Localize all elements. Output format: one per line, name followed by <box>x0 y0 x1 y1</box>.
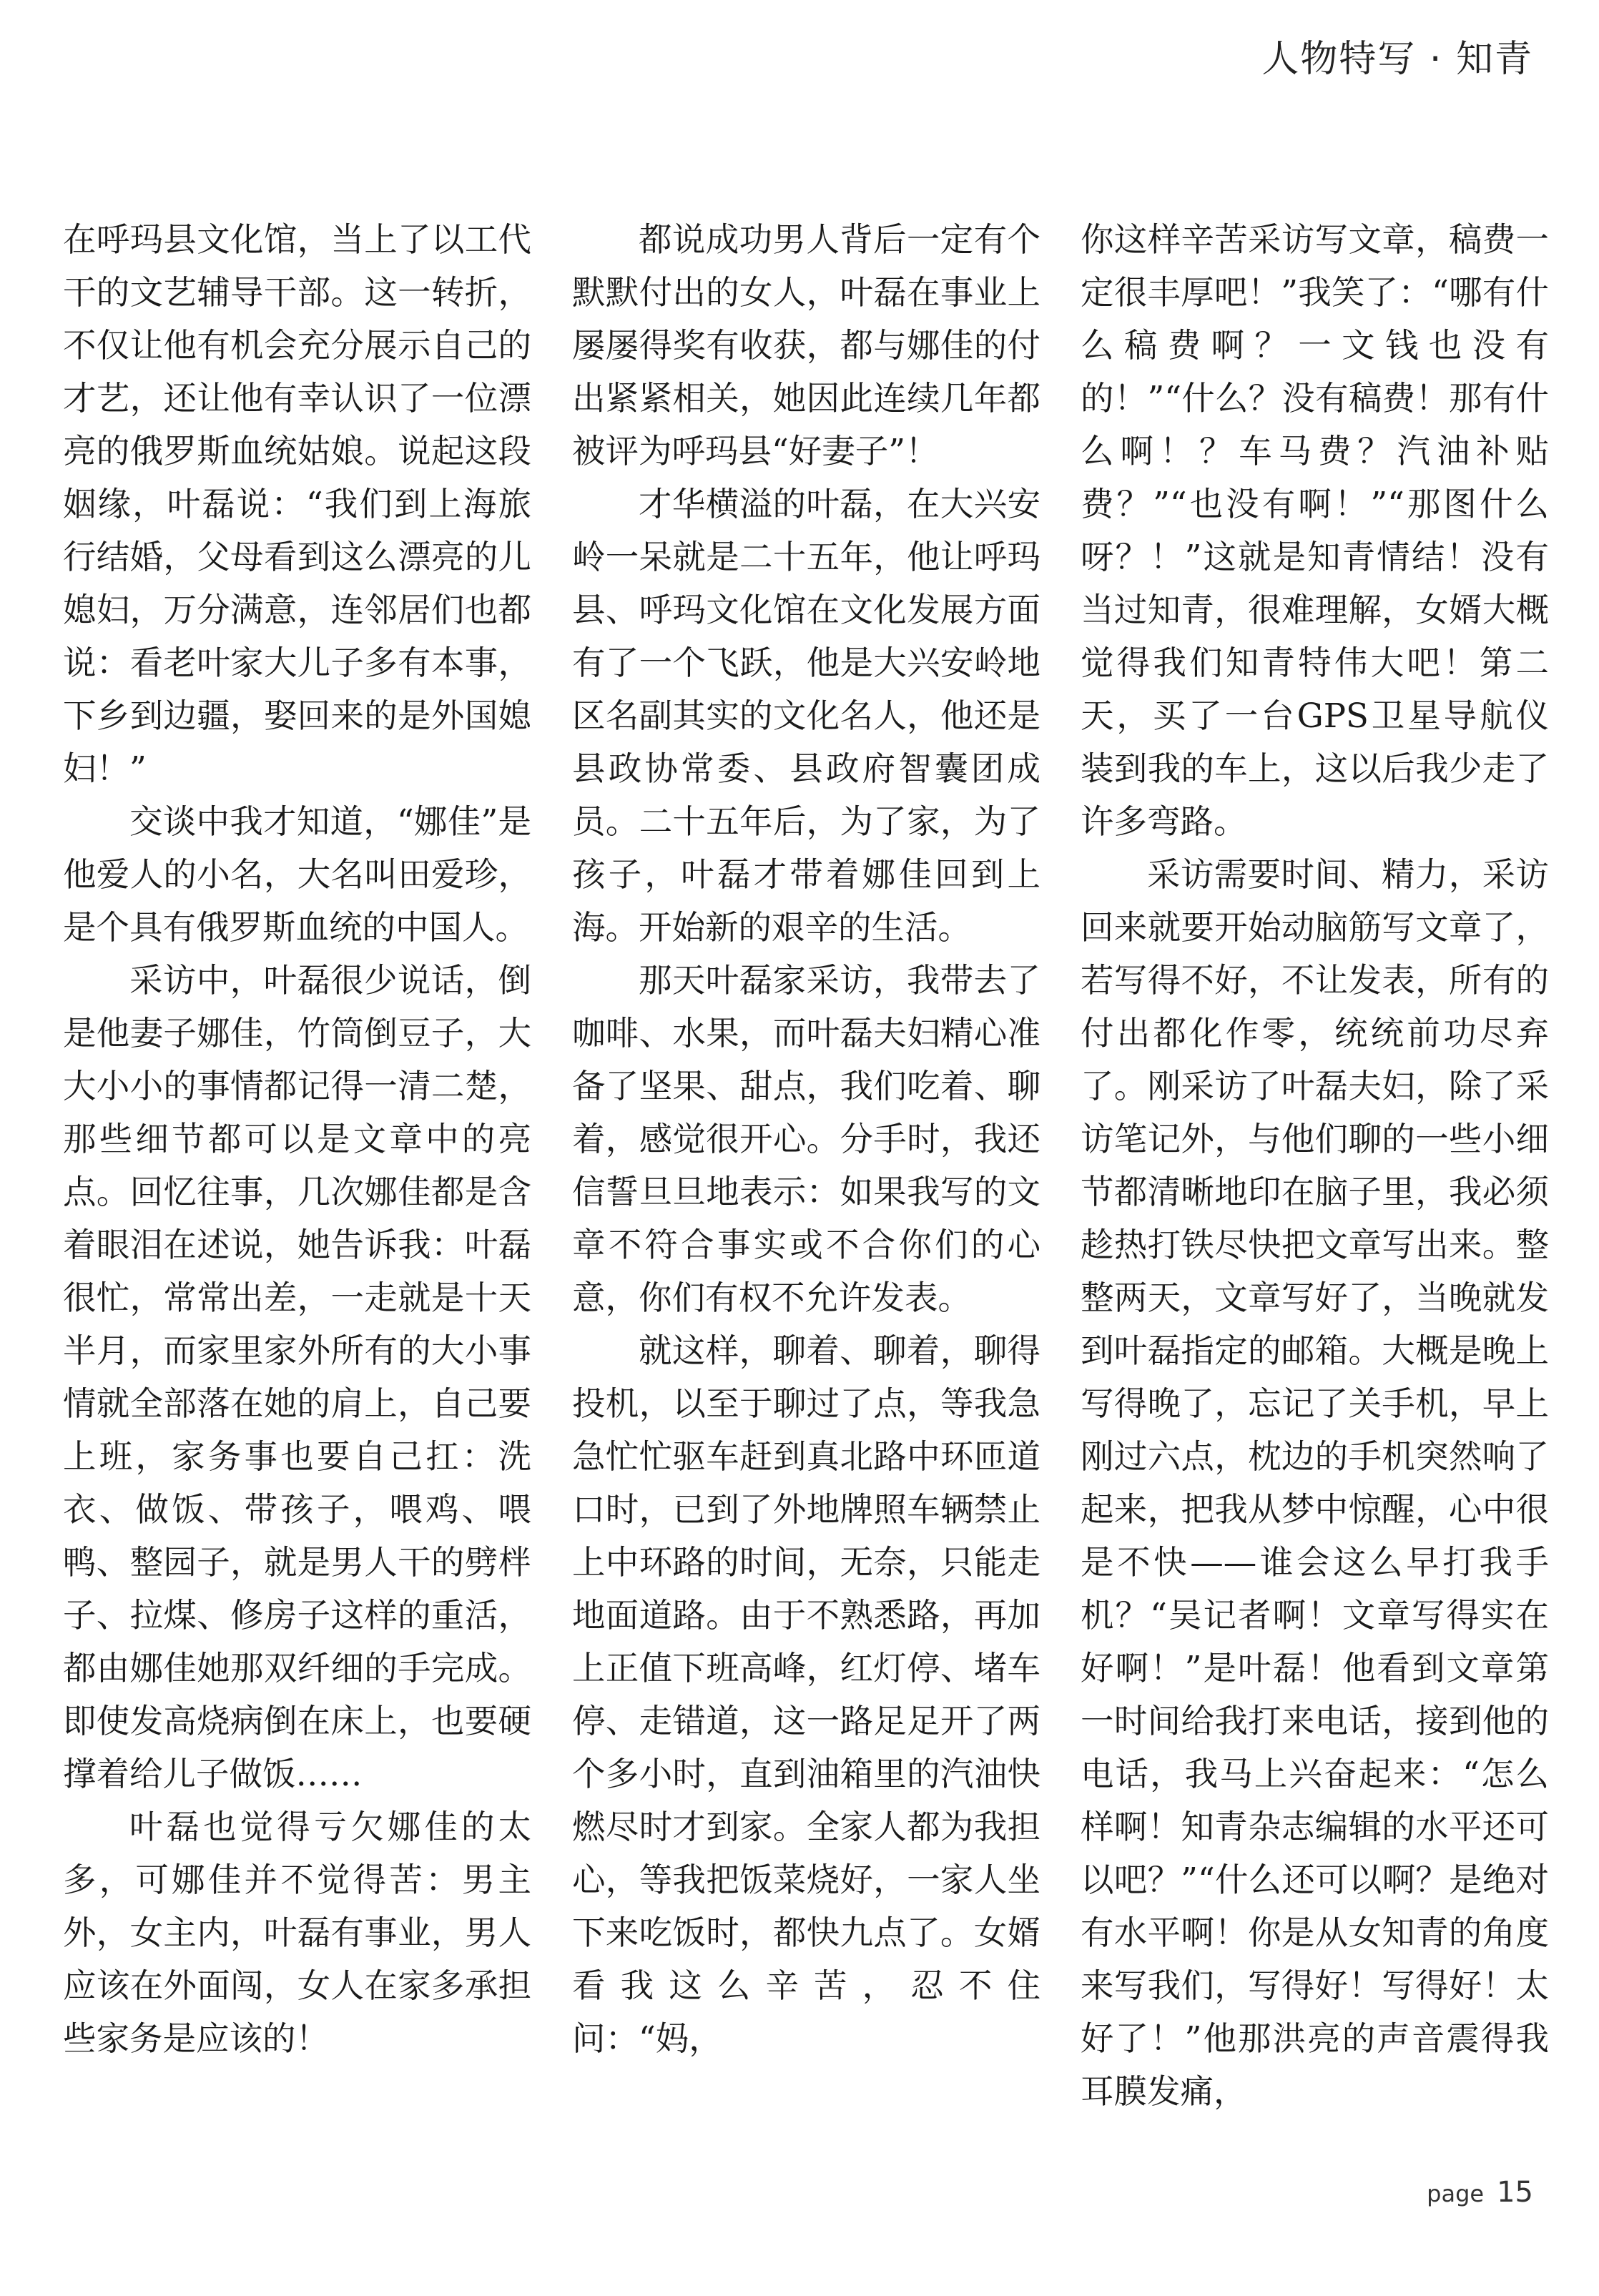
page-footer <box>1427 2176 1533 2209</box>
page-label: page <box>1427 2180 1485 2207</box>
paragraph: 那天叶磊家采访，我带去了咖啡、水果，而叶磊夫妇精心准备了坚果、甜点，我们吃着、聊着，感觉很开心。分手时，我还信誓旦旦地表示：如果我写的文章不符合事实或不合你们的心意，你们有权不允许发表。 <box>572 961 1040 1317</box>
text-column-1 <box>63 213 531 2065</box>
paragraph: 就这样，聊着、聊着，聊得投机，以至于聊过了点，等我急急忙忙驱车赶到真北路中环匝道口时，已到了外地牌照车辆禁止上中环路的时间，无奈，只能走地面道路。由于不熟悉路，再加上正值下班高峰，红灯停、堵车停、走错道，这一路足足开了两个多小时，直到油箱里的汽油快燃尽时才到家。全家人都为我担心，等我把饭菜烧好，一家人坐下来吃饭时，都快九点了。女婿看我这么辛苦，忍不住问：“妈， <box>572 1331 1040 2058</box>
page-number: 15 <box>1497 2176 1533 2209</box>
paragraph: 采访需要时间、精力，采访回来就要开始动脑筋写文章了，若写得不好，不让发表，所有的付出都化作零，统统前功尽弃了。刚采访了叶磊夫妇，除了采访笔记外，与他们聊的一些小细节都清晰地印在脑子里，我必须趁热打铁尽快把文章写出来。整整两天，文章写好了，当晚就发到叶磊指定的邮箱。大概是晚上写得晚了，忘记了关手机，早上刚过六点，枕边的手机突然响了起来，把我从梦中惊醒，心中很是不快——谁会这么早打我手机？“吴记者啊！文章写得实在好啊！”是叶磊！他看到文章第一时间给我打来电话，接到他的电话，我马上兴奋起来：“怎么样啊！知青杂志编辑的水平还可以吧？”“什么还可以啊？是绝对有水平啊！你是从女知青的角度来写我们，写得好！写得好！太好了！”他那洪亮的声音震得我耳膜发痛， <box>1081 855 1549 2111</box>
section-header: 人物特写 · 知青 <box>1261 38 1533 81</box>
paragraph: 才华横溢的叶磊，在大兴安岭一呆就是二十五年，他让呼玛县、呼玛文化馆在文化发展方面有了一个飞跃，他是大兴安岭地区名副其实的文化名人，他还是县政协常委、县政府智囊团成员。二十五年后，为了家，为了孩子，叶磊才带着娜佳回到上海。开始新的艰辛的生活。 <box>572 485 1040 947</box>
paragraph: 在呼玛县文化馆，当上了以工代干的文艺辅导干部。这一转折，不仅让他有机会充分展示自己的才艺，还让他有幸认识了一位漂亮的俄罗斯血统姑娘。说起这段姻缘，叶磊说：“我们到上海旅行结婚，父母看到这么漂亮的儿媳妇，万分满意，连邻居们也都说：看老叶家大儿子多有本事，下乡到边疆，娶回来的是外国媳妇！” <box>63 220 531 788</box>
paragraph: 交谈中我才知道，“娜佳”是他爱人的小名，大名叫田爱珍，是个具有俄罗斯血统的中国人。 <box>63 802 531 947</box>
paragraph: 都说成功男人背后一定有个默默付出的女人，叶磊在事业上屡屡得奖有收获，都与娜佳的付出紧紧相关，她因此连续几年都被评为呼玛县“好妻子”！ <box>572 220 1040 470</box>
paragraph: 叶磊也觉得亏欠娜佳的太多，可娜佳并不觉得苦：男主外，女主内，叶磊有事业，男人应该在外面闯，女人在家多承担些家务是应该的！ <box>63 1808 531 2058</box>
text-column-2 <box>572 213 1040 2065</box>
text-column-3 <box>1081 213 1549 2118</box>
paragraph: 采访中，叶磊很少说话，倒是他妻子娜佳，竹筒倒豆子，大大小小的事情都记得一清二楚，那些细节都可以是文章中的亮点。回忆往事，几次娜佳都是含着眼泪在述说，她告诉我：叶磊很忙，常常出差，一走就是十天半月，而家里家外所有的大小事情就全部落在她的肩上，自己要上班，家务事也要自己扛：洗衣、做饭、带孩子，喂鸡、喂鸭、整园子，就是男人干的劈柈子、拉煤、修房子这样的重活，都由娜佳她那双纤细的手完成。即使发高烧病倒在床上，也要硬撑着给儿子做饭…… <box>63 961 531 1793</box>
paragraph: 你这样辛苦采访写文章，稿费一定很丰厚吧！”我笑了：“哪有什么稿费啊？一文钱也没有的！”“什么？没有稿费！那有什么啊！？车马费？汽油补贴费？”“也没有啊！”“那图什么呀？！”这就是知青情结！没有当过知青，很难理解，女婿大概觉得我们知青特伟大吧！第二天，买了一台GPS卫星导航仪装到我的车上，这以后我少走了许多弯路。 <box>1081 220 1549 841</box>
